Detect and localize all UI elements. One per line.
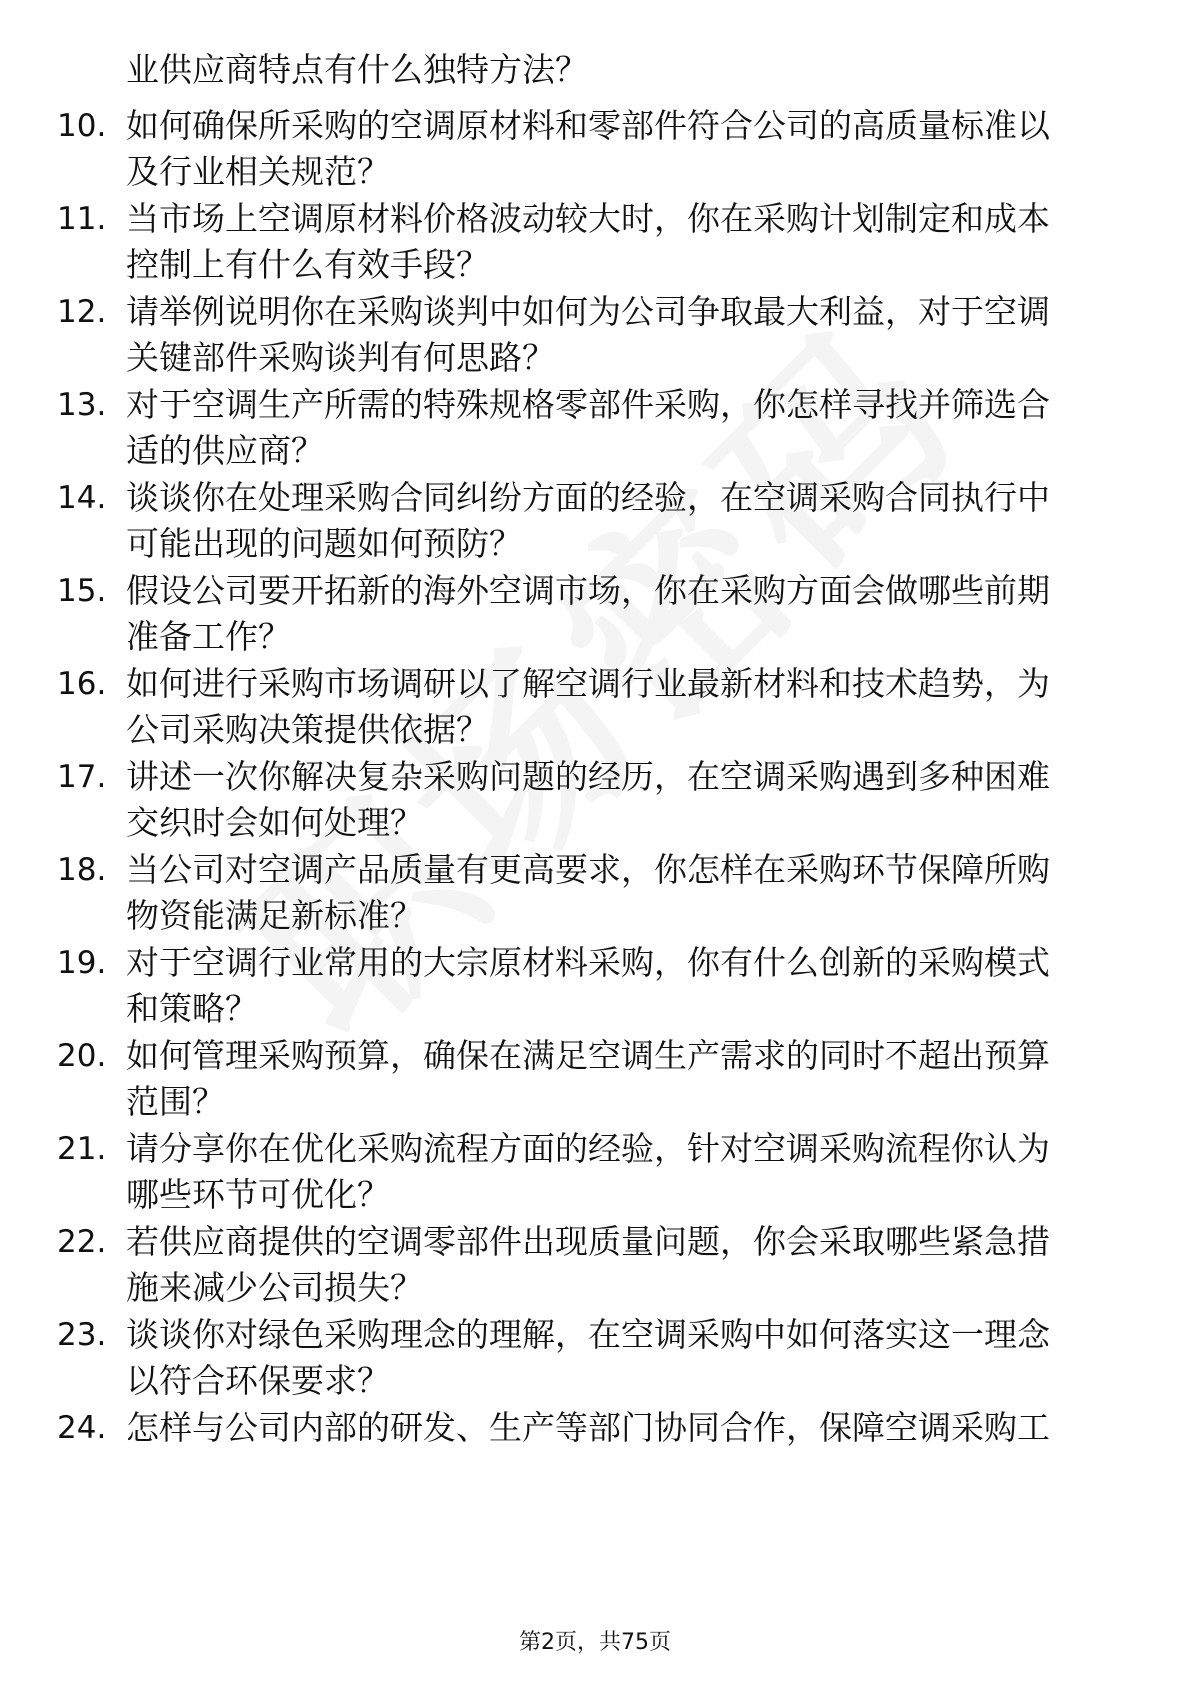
question-line: 关键部件采购谈判有何思路？ <box>126 338 555 377</box>
question-number: 14. <box>57 480 107 516</box>
question-text <box>126 754 1126 846</box>
question-number: 12. <box>57 294 107 330</box>
question-line: 如何确保所采购的空调原材料和零部件符合公司的高质量标准以 <box>126 106 1050 145</box>
question-line: 适的供应商？ <box>126 431 324 470</box>
question-number: 11. <box>57 201 107 237</box>
question-item <box>0 103 1190 193</box>
question-line: 当公司对空调产品质量有更高要求，你怎样在采购环节保障所购 <box>126 850 1050 889</box>
question-line: 若供应商提供的空调零部件出现质量问题，你会采取哪些紧急措 <box>126 1222 1050 1261</box>
question-line: 控制上有什么有效手段？ <box>126 245 489 284</box>
question-line: 交织时会如何处理？ <box>126 803 423 842</box>
question-number: 19. <box>57 945 107 981</box>
question-text <box>126 1126 1126 1218</box>
question-line: 如何管理采购预算，确保在满足空调生产需求的同时不超出预算 <box>126 1036 1050 1075</box>
question-number: 10. <box>57 108 107 144</box>
question-text <box>126 289 1126 381</box>
question-line: 假设公司要开拓新的海外空调市场，你在采购方面会做哪些前期 <box>126 571 1050 610</box>
question-text <box>126 1312 1126 1404</box>
question-item <box>0 475 1190 565</box>
question-number: 20. <box>57 1038 107 1074</box>
question-line: 如何进行采购市场调研以了解空调行业最新材料和技术趋势，为 <box>126 664 1050 703</box>
question-item <box>0 754 1190 844</box>
question-line: 和策略？ <box>126 989 258 1028</box>
question-text <box>126 940 1126 1032</box>
question-item <box>0 940 1190 1030</box>
question-text <box>126 103 1126 195</box>
question-text <box>126 1219 1126 1311</box>
question-number: 16. <box>57 666 107 702</box>
question-number: 23. <box>57 1317 107 1353</box>
question-number: 22. <box>57 1224 107 1260</box>
question-line: 谈谈你对绿色采购理念的理解，在空调采购中如何落实这一理念 <box>126 1315 1050 1354</box>
question-item <box>0 196 1190 286</box>
question-number: 15. <box>57 573 107 609</box>
question-item <box>0 1312 1190 1402</box>
question-line: 及行业相关规范？ <box>126 152 390 191</box>
question-text <box>126 568 1126 660</box>
question-text <box>126 196 1126 288</box>
question-text <box>126 382 1126 474</box>
question-number: 24. <box>57 1410 107 1446</box>
question-number: 13. <box>57 387 107 423</box>
question-item <box>0 1405 1190 1495</box>
question-line: 物资能满足新标准？ <box>126 896 423 935</box>
question-number: 18. <box>57 852 107 888</box>
page-footer: 第2页，共75页 <box>519 1630 671 1655</box>
question-item <box>0 289 1190 379</box>
question-line: 当市场上空调原材料价格波动较大时，你在采购计划制定和成本 <box>126 199 1050 238</box>
question-line: 公司采购决策提供依据？ <box>126 710 489 749</box>
question-item <box>0 568 1190 658</box>
question-text <box>126 1405 1126 1451</box>
question-line: 范围？ <box>126 1082 225 1121</box>
question-line: 对于空调行业常用的大宗原材料采购，你有什么创新的采购模式 <box>126 943 1050 982</box>
question-line: 请举例说明你在采购谈判中如何为公司争取最大利益，对于空调 <box>126 292 1050 331</box>
question-line: 以符合环保要求？ <box>126 1361 390 1400</box>
question-item <box>0 847 1190 937</box>
question-line: 哪些环节可优化？ <box>126 1175 390 1214</box>
question-number: 17. <box>57 759 107 795</box>
continued-question-line: 业供应商特点有什么独特方法？ <box>126 50 588 89</box>
question-line: 怎样与公司内部的研发、生产等部门协同合作，保障空调采购工 <box>126 1408 1050 1447</box>
question-line: 对于空调生产所需的特殊规格零部件采购，你怎样寻找并筛选合 <box>126 385 1050 424</box>
question-line: 谈谈你在处理采购合同纠纷方面的经验，在空调采购合同执行中 <box>126 478 1050 517</box>
question-item <box>0 1126 1190 1216</box>
question-text <box>126 847 1126 939</box>
question-item <box>0 382 1190 472</box>
question-item <box>0 1033 1190 1123</box>
question-line: 准备工作？ <box>126 617 291 656</box>
question-item <box>0 1219 1190 1309</box>
question-line: 讲述一次你解决复杂采购问题的经历，在空调采购遇到多种困难 <box>126 757 1050 796</box>
question-text <box>126 661 1126 753</box>
question-item <box>0 661 1190 751</box>
question-line: 可能出现的问题如何预防？ <box>126 524 522 563</box>
question-text <box>126 1033 1126 1125</box>
question-number: 21. <box>57 1131 107 1167</box>
question-text <box>126 475 1126 567</box>
question-line: 请分享你在优化采购流程方面的经验，针对空调采购流程你认为 <box>126 1129 1050 1168</box>
question-line: 施来减少公司损失？ <box>126 1268 423 1307</box>
